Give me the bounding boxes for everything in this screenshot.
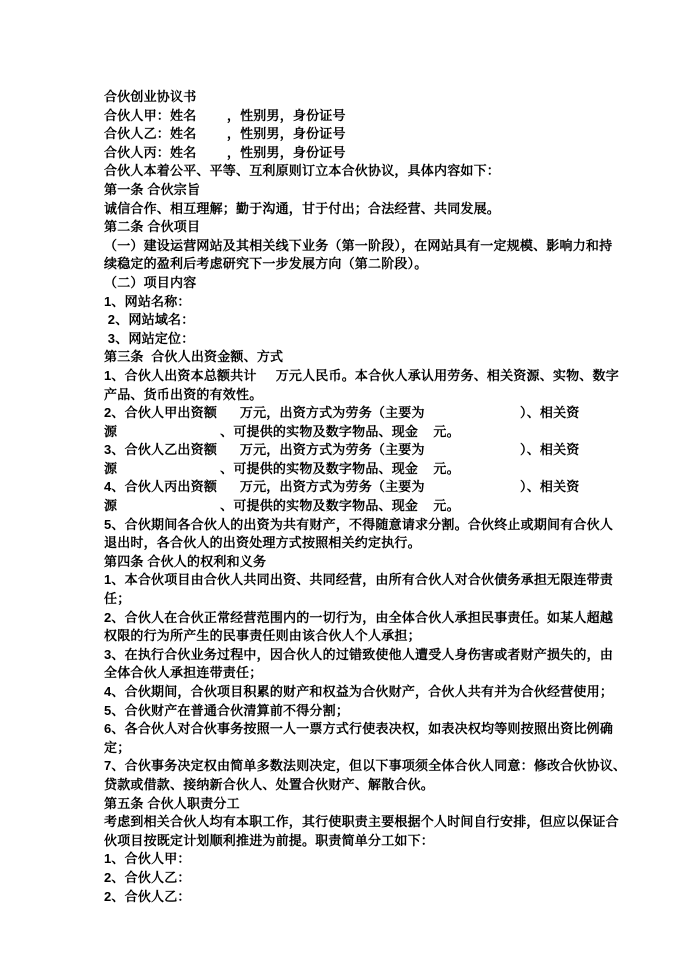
document-line: 源 、可提供的实物及数字物品、现金 元。 <box>104 423 460 439</box>
document-line: 退出时，各合伙人的出资处理方式按照相关约定执行。 <box>104 535 421 551</box>
document-line: 源 、可提供的实物及数字物品、现金 元。 <box>104 460 460 476</box>
document-line: 考虑到相关合伙人均有本职工作，其行使职责主要根据个人时间自行安排，但应以保证合 <box>104 814 619 830</box>
document-line: 产品、货币出资的有效性。 <box>104 386 263 402</box>
document-line: （二）项目内容 <box>104 274 197 290</box>
document-line: 合伙人乙：姓名 ，性别男，身份证号 <box>104 126 346 142</box>
document-line: 定； <box>104 739 131 755</box>
document-line: 合伙人丙：姓名 ，性别男，身份证号 <box>104 144 346 160</box>
document-line: 第三条 合伙人出资金额、方式 <box>104 349 284 365</box>
document-line: 6、各合伙人对合伙事务按照一人一票方式行使表决权，如表决权均等则按照出资比例确 <box>104 721 614 737</box>
document-line: 合伙人甲：姓名 ，性别男，身份证号 <box>104 107 346 123</box>
document-line: 2、合伙人乙： <box>104 888 191 904</box>
document-line: 2、合伙人在合伙正常经营范围内的一切行为，由全体合伙人承担民事责任。如某人超越 <box>104 609 614 625</box>
document-line: 任； <box>104 591 131 607</box>
document-line: 3、在执行合伙业务过程中，因合伙人的过错致使他人遭受人身伤害或者财产损失的，由 <box>104 646 614 662</box>
document-line: 4、合伙人丙出资额 万元，出资方式为劳务（主要为 ）、相关资 <box>104 479 580 495</box>
document-line: 1、网站名称： <box>104 293 191 309</box>
document-line: 第一条 合伙宗旨 <box>104 181 201 197</box>
document-line: 伙项目按既定计划顺利推进为前提。职责简单分工如下： <box>104 832 435 848</box>
document-line: 3、合伙人乙出资额 万元，出资方式为劳务（主要为 ）、相关资 <box>104 442 580 458</box>
document-line: 诚信合作、相互理解；勤于沟通，甘于付出；合法经营、共同发展。 <box>104 200 501 216</box>
document-line: 第五条 合伙人职责分工 <box>104 795 240 811</box>
document-title-line: 合伙创业协议书 <box>104 89 197 104</box>
document-line: 合伙人本着公平、平等、互利原则订立本合伙协议，具体内容如下： <box>104 163 501 179</box>
document-line: 5、合伙期间各合伙人的出资为共有财产，不得随意请求分割。合伙终止或期间有合伙人 <box>104 516 614 532</box>
document-line: 2、合伙人甲出资额 万元，出资方式为劳务（主要为 ）、相关资 <box>104 405 580 421</box>
document-line: 第二条 合伙项目 <box>104 219 201 235</box>
document-line: 7、合伙事务决定权由简单多数法则决定，但以下事项须全体合伙人同意：修改合伙协议、 <box>104 758 627 774</box>
document-line: 2、合伙人乙： <box>104 869 191 885</box>
document-line: 权限的行为所产生的民事责任则由该合伙人个人承担； <box>104 628 421 644</box>
document-line: 4、合伙期间，合伙项目积累的财产和权益为合伙财产，合伙人共有并为合伙经营使用； <box>104 684 614 699</box>
document-line: （一）建设运营网站及其相关线下业务（第一阶段），在网站具有一定规模、影响力和持 <box>104 237 613 253</box>
document-body <box>104 88 627 906</box>
document-line: 1、本合伙项目由合伙人共同出资、共同经营，由所有合伙人对合伙债务承担无限连带责 <box>104 572 614 588</box>
document-line: 5、合伙财产在普通合伙清算前不得分割； <box>104 702 350 718</box>
document-line: 1、合伙人甲： <box>104 851 191 867</box>
document-line: 源 、可提供的实物及数字物品、现金 元。 <box>104 498 460 514</box>
document-line: 全体合伙人承担连带责任； <box>104 665 263 681</box>
document-line: 续稳定的盈利后考虑研究下一步发展方向（第二阶段）。 <box>104 256 428 272</box>
document-line: 第四条 合伙人的权利和义务 <box>104 553 267 569</box>
document-line: 2、网站域名： <box>104 312 195 328</box>
document-line: 3、网站定位： <box>104 330 195 346</box>
document-line: 贷款或借款、接纳新合伙人、处置合伙财产、解散合伙。 <box>104 776 435 792</box>
document-line: 1、合伙人出资本总额共计 万元人民币。本合伙人承认用劳务、相关资源、实物、数字 <box>104 367 619 383</box>
